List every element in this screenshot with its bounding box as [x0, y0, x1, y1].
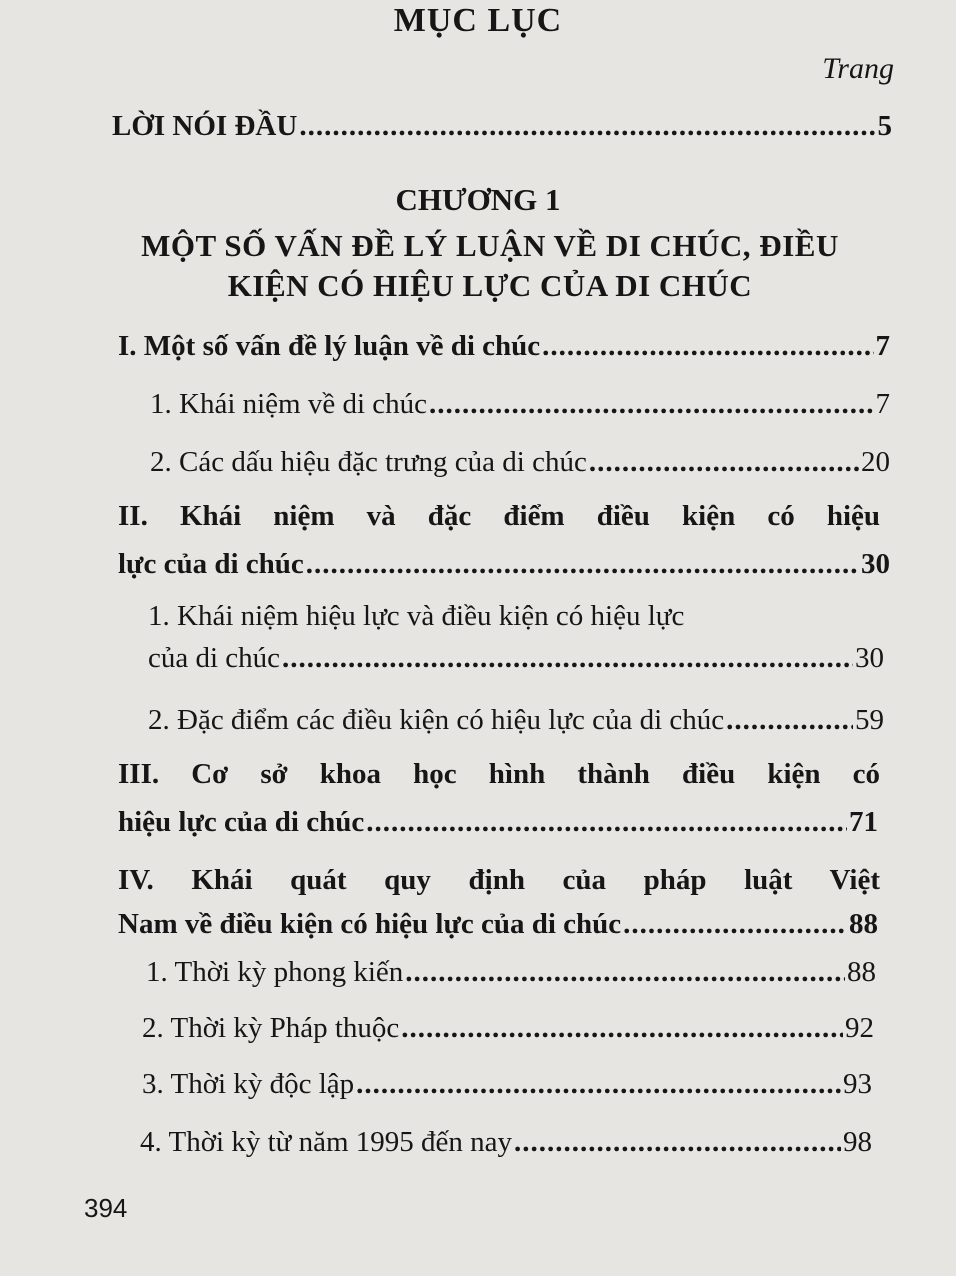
dot-leader [514, 1126, 841, 1159]
toc-entry-page: 30 [861, 548, 890, 580]
dot-leader [726, 704, 853, 737]
dot-leader [366, 806, 847, 839]
dot-leader [299, 110, 875, 143]
dot-leader [306, 548, 859, 581]
toc-entry-section-2-1-line-1: 1. Khái niệm hiệu lực và điều kiện có hiệu lực [148, 600, 685, 632]
toc-entry-label: 2. Thời kỳ Pháp thuộc [142, 1012, 400, 1044]
toc-entry-page: 7 [875, 330, 890, 362]
toc-entry-section-1-1 [150, 388, 890, 421]
toc-title: MỤC LỤC [393, 2, 563, 39]
dot-leader [623, 908, 847, 941]
page-number: 394 [84, 1193, 128, 1223]
toc-entry-label: 4. Thời kỳ từ năm 1995 đến nay [140, 1126, 513, 1158]
toc-entry-section-1 [118, 330, 890, 363]
toc-entry-page: 93 [843, 1068, 872, 1100]
chapter-label: CHƯƠNG 1 [395, 182, 561, 217]
toc-entry-section-3-line-1: III. Cơ sở khoa học hình thành điều kiện có [118, 758, 880, 790]
toc-entry-section-3 [118, 806, 878, 839]
toc-entry-section-4-1 [146, 956, 876, 989]
toc-entry-section-4-3 [142, 1068, 872, 1101]
toc-entry-page: 71 [849, 806, 878, 838]
toc-entry-preface [112, 110, 892, 143]
toc-entry-label: lực của di chúc [118, 548, 304, 580]
toc-entry-label: 2. Các dấu hiệu đặc trưng của di chúc [150, 446, 587, 478]
toc-entry-label: Nam về điều kiện có hiệu lực của di chúc [118, 908, 622, 940]
toc-entry-label: LỜI NÓI ĐẦU [112, 110, 298, 142]
toc-entry-page: 88 [849, 908, 878, 940]
dot-leader [401, 1012, 843, 1045]
toc-entry-section-1-2 [150, 446, 890, 479]
dot-leader [429, 388, 873, 421]
toc-entry-label: 3. Thời kỳ độc lập [142, 1068, 355, 1100]
dot-leader [356, 1068, 841, 1101]
toc-entry-label: của di chúc [148, 642, 281, 674]
toc-entry-page: 92 [845, 1012, 874, 1044]
toc-entry-section-2-1 [148, 642, 884, 675]
toc-entry-section-4-line-1: IV. Khái quát quy định của pháp luật Việt [118, 864, 880, 896]
toc-entry-page: 7 [875, 388, 890, 420]
toc-entry-label: 2. Đặc điểm các điều kiện có hiệu lực của di chúc [148, 704, 725, 736]
toc-entry-page: 30 [855, 642, 884, 674]
toc-entry-label: 1. Thời kỳ phong kiến [146, 956, 404, 988]
toc-entry-page: 5 [877, 110, 892, 142]
toc-entry-section-4-4 [140, 1126, 872, 1159]
page-column-label: Trang [822, 52, 894, 85]
chapter-title-line-1: MỘT SỐ VẤN ĐỀ LÝ LUẬN VỀ DI CHÚC, ĐIỀU [141, 228, 839, 263]
dot-leader [589, 446, 859, 479]
toc-entry-page: 59 [855, 704, 884, 736]
dot-leader [282, 642, 853, 675]
toc-entry-label: I. Một số vấn đề lý luận về di chúc [118, 330, 541, 362]
toc-entry-label: hiệu lực của di chúc [118, 806, 365, 838]
toc-entry-section-2-2 [148, 704, 884, 737]
toc-entry-page: 20 [861, 446, 890, 478]
toc-entry-section-4 [118, 908, 878, 941]
toc-entry-section-2 [118, 548, 890, 581]
dot-leader [542, 330, 873, 363]
toc-entry-page: 98 [843, 1126, 872, 1158]
toc-entry-page: 88 [847, 956, 876, 988]
toc-entry-section-2-line-1: II. Khái niệm và đặc điểm điều kiện có hiệu [118, 500, 880, 532]
toc-entry-label: 1. Khái niệm về di chúc [150, 388, 428, 420]
toc-entry-section-4-2 [142, 1012, 874, 1045]
chapter-title-line-2: KIỆN CÓ HIỆU LỰC CỦA DI CHÚC [227, 268, 753, 303]
dot-leader [405, 956, 845, 989]
